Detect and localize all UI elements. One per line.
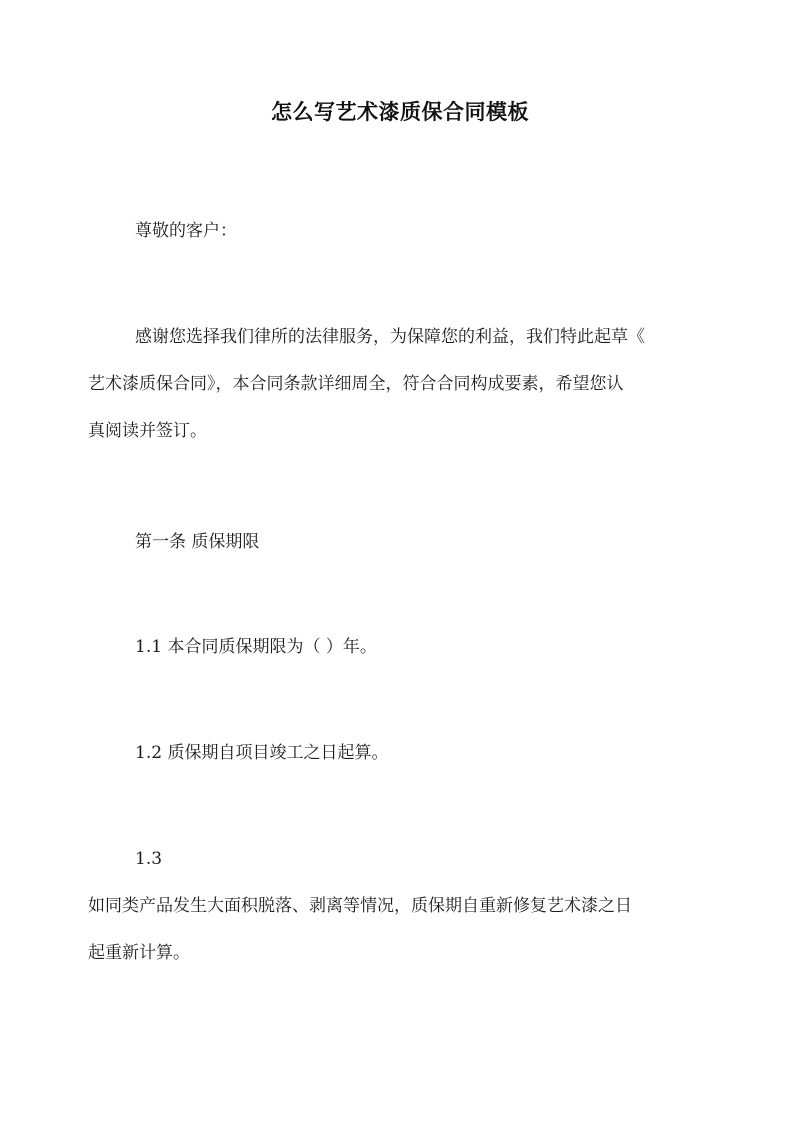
clause-1-3-line-1: 如同类产品发生大面积脱落、剥离等情况，质保期自重新修复艺术漆之日 [88,896,632,916]
clause-1-3 [88,836,712,977]
clause-1-3-number: 1.3 [135,849,163,869]
salutation-text: 尊敬的客户： [135,221,237,241]
clause-1-2-text: 1.2 质保期自项目竣工之日起算。 [135,743,389,763]
clause-1-1-text: 1.1 本合同质保期限为（ ）年。 [135,637,377,657]
intro-line-3: 真阅读并签订。 [88,421,207,441]
article-1-heading [88,519,712,566]
article-1-heading-text: 第一条 质保期限 [135,532,260,552]
intro-line-1: 感谢您选择我们律所的法律服务，为保障您的利益，我们特此起草《 [135,327,645,347]
intro-line-2: 艺术漆质保合同》，本合同条款详细周全，符合合同构成要素，希望您认 [88,374,624,394]
salutation [88,208,712,255]
clause-1-2 [88,730,712,777]
clause-1-1 [88,624,712,671]
intro-paragraph [88,314,712,455]
document-title: 怎么写艺术漆质保合同模板 [271,99,529,124]
clause-1-3-line-2: 起重新计算。 [88,943,190,963]
